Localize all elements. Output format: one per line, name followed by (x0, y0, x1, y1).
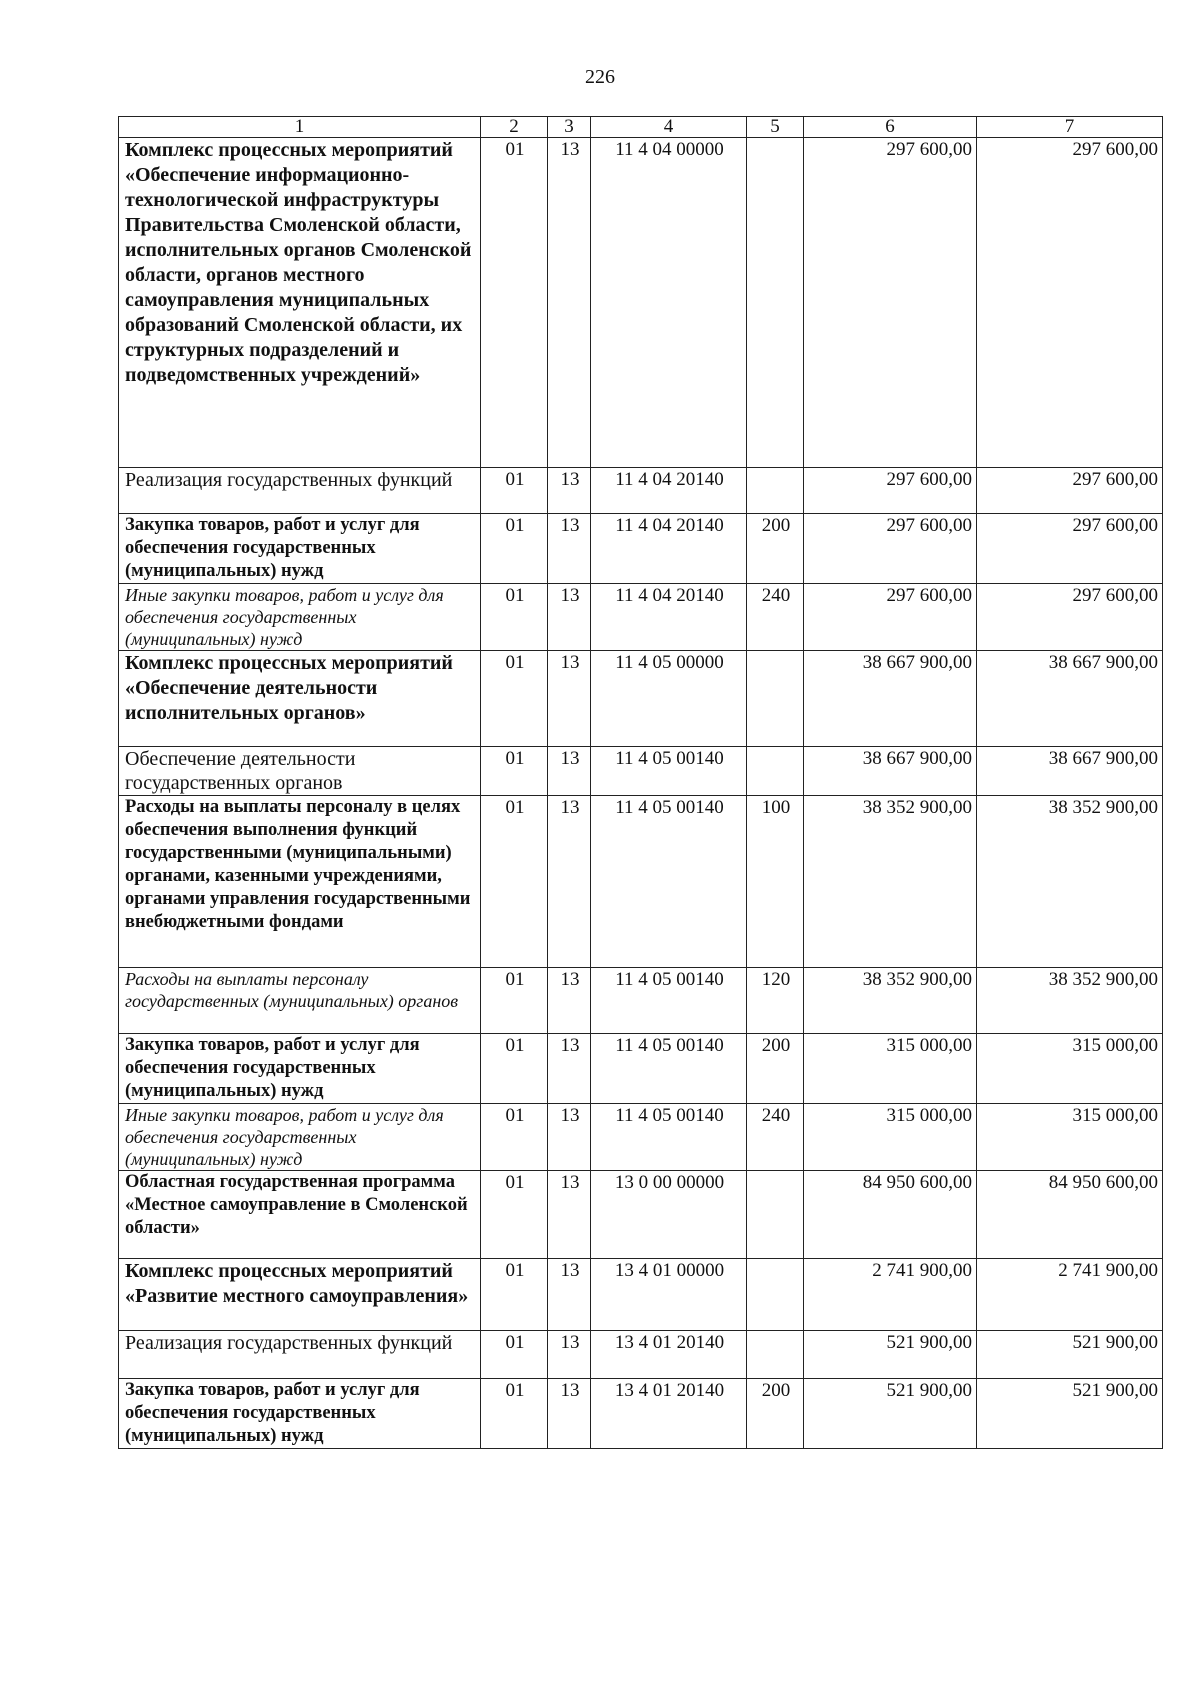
amount-year-2: 297 600,00 (977, 514, 1163, 584)
target-article-code: 11 4 05 00140 (591, 796, 747, 968)
subsection-code: 13 (548, 796, 591, 968)
section-code: 01 (481, 796, 548, 968)
subsection-code: 13 (548, 584, 591, 651)
column-header-6: 6 (804, 117, 977, 138)
section-code: 01 (481, 1331, 548, 1379)
table-row (119, 747, 1163, 796)
amount-year-2: 297 600,00 (977, 584, 1163, 651)
amount-year-1: 521 900,00 (804, 1379, 977, 1449)
amount-year-1: 2 741 900,00 (804, 1259, 977, 1331)
expense-type-code: 200 (747, 1379, 804, 1449)
expense-type-code (747, 1331, 804, 1379)
table-row (119, 796, 1163, 968)
section-code: 01 (481, 1034, 548, 1104)
subsection-code: 13 (548, 1379, 591, 1449)
subsection-code: 13 (548, 1034, 591, 1104)
amount-year-1: 38 352 900,00 (804, 968, 977, 1034)
row-name: Иные закупки товаров, работ и услуг для обеспечения государственных (муниципальных) нужд (119, 584, 481, 651)
expense-type-code: 200 (747, 514, 804, 584)
target-article-code: 11 4 04 20140 (591, 514, 747, 584)
expense-type-code (747, 468, 804, 514)
section-code: 01 (481, 747, 548, 796)
subsection-code: 13 (548, 747, 591, 796)
amount-year-1: 38 352 900,00 (804, 796, 977, 968)
section-code: 01 (481, 968, 548, 1034)
table-row (119, 651, 1163, 747)
target-article-code: 13 4 01 00000 (591, 1259, 747, 1331)
amount-year-1: 315 000,00 (804, 1104, 977, 1171)
row-name: Реализация государственных функций (119, 1331, 481, 1379)
section-code: 01 (481, 1171, 548, 1259)
table-row (119, 1379, 1163, 1449)
table-row (119, 968, 1163, 1034)
amount-year-2: 297 600,00 (977, 138, 1163, 468)
column-header-1: 1 (119, 117, 481, 138)
subsection-code: 13 (548, 1104, 591, 1171)
target-article-code: 11 4 05 00140 (591, 1034, 747, 1104)
expense-type-code (747, 651, 804, 747)
amount-year-1: 297 600,00 (804, 584, 977, 651)
section-code: 01 (481, 651, 548, 747)
amount-year-2: 38 667 900,00 (977, 651, 1163, 747)
table-row (119, 468, 1163, 514)
expense-type-code (747, 138, 804, 468)
amount-year-2: 38 352 900,00 (977, 796, 1163, 968)
amount-year-1: 84 950 600,00 (804, 1171, 977, 1259)
section-code: 01 (481, 1104, 548, 1171)
expense-type-code (747, 747, 804, 796)
target-article-code: 11 4 05 00000 (591, 651, 747, 747)
target-article-code: 13 4 01 20140 (591, 1379, 747, 1449)
row-name: Иные закупки товаров, работ и услуг для обеспечения государственных (муниципальных) нужд (119, 1104, 481, 1171)
expense-type-code: 120 (747, 968, 804, 1034)
amount-year-2: 315 000,00 (977, 1104, 1163, 1171)
row-name: Комплекс процессных мероприятий «Обеспечение деятельности исполнительных органов» (119, 651, 481, 747)
column-header-7: 7 (977, 117, 1163, 138)
section-code: 01 (481, 514, 548, 584)
row-name: Закупка товаров, работ и услуг для обеспечения государственных (муниципальных) нужд (119, 514, 481, 584)
target-article-code: 11 4 04 20140 (591, 584, 747, 651)
expense-type-code: 240 (747, 1104, 804, 1171)
row-name: Расходы на выплаты персоналу государственных (муниципальных) органов (119, 968, 481, 1034)
expense-type-code: 200 (747, 1034, 804, 1104)
table-row (119, 1034, 1163, 1104)
amount-year-1: 297 600,00 (804, 468, 977, 514)
target-article-code: 11 4 05 00140 (591, 968, 747, 1034)
amount-year-2: 521 900,00 (977, 1379, 1163, 1449)
amount-year-1: 38 667 900,00 (804, 747, 977, 796)
table-row (119, 514, 1163, 584)
amount-year-1: 297 600,00 (804, 138, 977, 468)
target-article-code: 13 4 01 20140 (591, 1331, 747, 1379)
subsection-code: 13 (548, 651, 591, 747)
subsection-code: 13 (548, 1259, 591, 1331)
expense-type-code (747, 1171, 804, 1259)
section-code: 01 (481, 584, 548, 651)
amount-year-2: 84 950 600,00 (977, 1171, 1163, 1259)
row-name: Расходы на выплаты персоналу в целях обеспечения выполнения функций государственными (муниципальными) органами, казенными учреждениями, органами управления государственными внебюджетными фондами (119, 796, 481, 968)
target-article-code: 11 4 05 00140 (591, 1104, 747, 1171)
table-header-row (119, 117, 1163, 138)
column-header-3: 3 (548, 117, 591, 138)
section-code: 01 (481, 138, 548, 468)
section-code: 01 (481, 468, 548, 514)
table-row (119, 138, 1163, 468)
column-header-5: 5 (747, 117, 804, 138)
table-row (119, 1171, 1163, 1259)
amount-year-2: 38 352 900,00 (977, 968, 1163, 1034)
subsection-code: 13 (548, 1171, 591, 1259)
table-row (119, 1331, 1163, 1379)
row-name: Комплекс процессных мероприятий «Развитие местного самоуправления» (119, 1259, 481, 1331)
expense-type-code: 100 (747, 796, 804, 968)
amount-year-2: 297 600,00 (977, 468, 1163, 514)
subsection-code: 13 (548, 1331, 591, 1379)
target-article-code: 11 4 04 00000 (591, 138, 747, 468)
amount-year-1: 315 000,00 (804, 1034, 977, 1104)
subsection-code: 13 (548, 968, 591, 1034)
amount-year-1: 521 900,00 (804, 1331, 977, 1379)
target-article-code: 11 4 05 00140 (591, 747, 747, 796)
row-name: Обеспечение деятельности государственных органов (119, 747, 481, 796)
row-name: Комплекс процессных мероприятий «Обеспечение информационно-технологической инфраструктуры Правительства Смоленской области, исполнительных органов Смоленской области, органов местного самоуправления муниципальных образований Смоленской области, их структурных подразделений и подведомственных учреждений» (119, 138, 481, 468)
table-row (119, 1259, 1163, 1331)
amount-year-1: 38 667 900,00 (804, 651, 977, 747)
subsection-code: 13 (548, 514, 591, 584)
column-header-4: 4 (591, 117, 747, 138)
section-code: 01 (481, 1259, 548, 1331)
amount-year-1: 297 600,00 (804, 514, 977, 584)
budget-table (118, 116, 1163, 1449)
section-code: 01 (481, 1379, 548, 1449)
amount-year-2: 38 667 900,00 (977, 747, 1163, 796)
expense-type-code: 240 (747, 584, 804, 651)
column-header-2: 2 (481, 117, 548, 138)
target-article-code: 11 4 04 20140 (591, 468, 747, 514)
table-row (119, 584, 1163, 651)
page-number: 226 (585, 66, 615, 88)
subsection-code: 13 (548, 138, 591, 468)
amount-year-2: 521 900,00 (977, 1331, 1163, 1379)
expense-type-code (747, 1259, 804, 1331)
subsection-code: 13 (548, 468, 591, 514)
target-article-code: 13 0 00 00000 (591, 1171, 747, 1259)
table-body (119, 138, 1163, 1449)
row-name: Закупка товаров, работ и услуг для обеспечения государственных (муниципальных) нужд (119, 1379, 481, 1449)
amount-year-2: 315 000,00 (977, 1034, 1163, 1104)
table-row (119, 1104, 1163, 1171)
row-name: Областная государственная программа «Местное самоуправление в Смоленской области» (119, 1171, 481, 1259)
amount-year-2: 2 741 900,00 (977, 1259, 1163, 1331)
row-name: Реализация государственных функций (119, 468, 481, 514)
row-name: Закупка товаров, работ и услуг для обеспечения государственных (муниципальных) нужд (119, 1034, 481, 1104)
